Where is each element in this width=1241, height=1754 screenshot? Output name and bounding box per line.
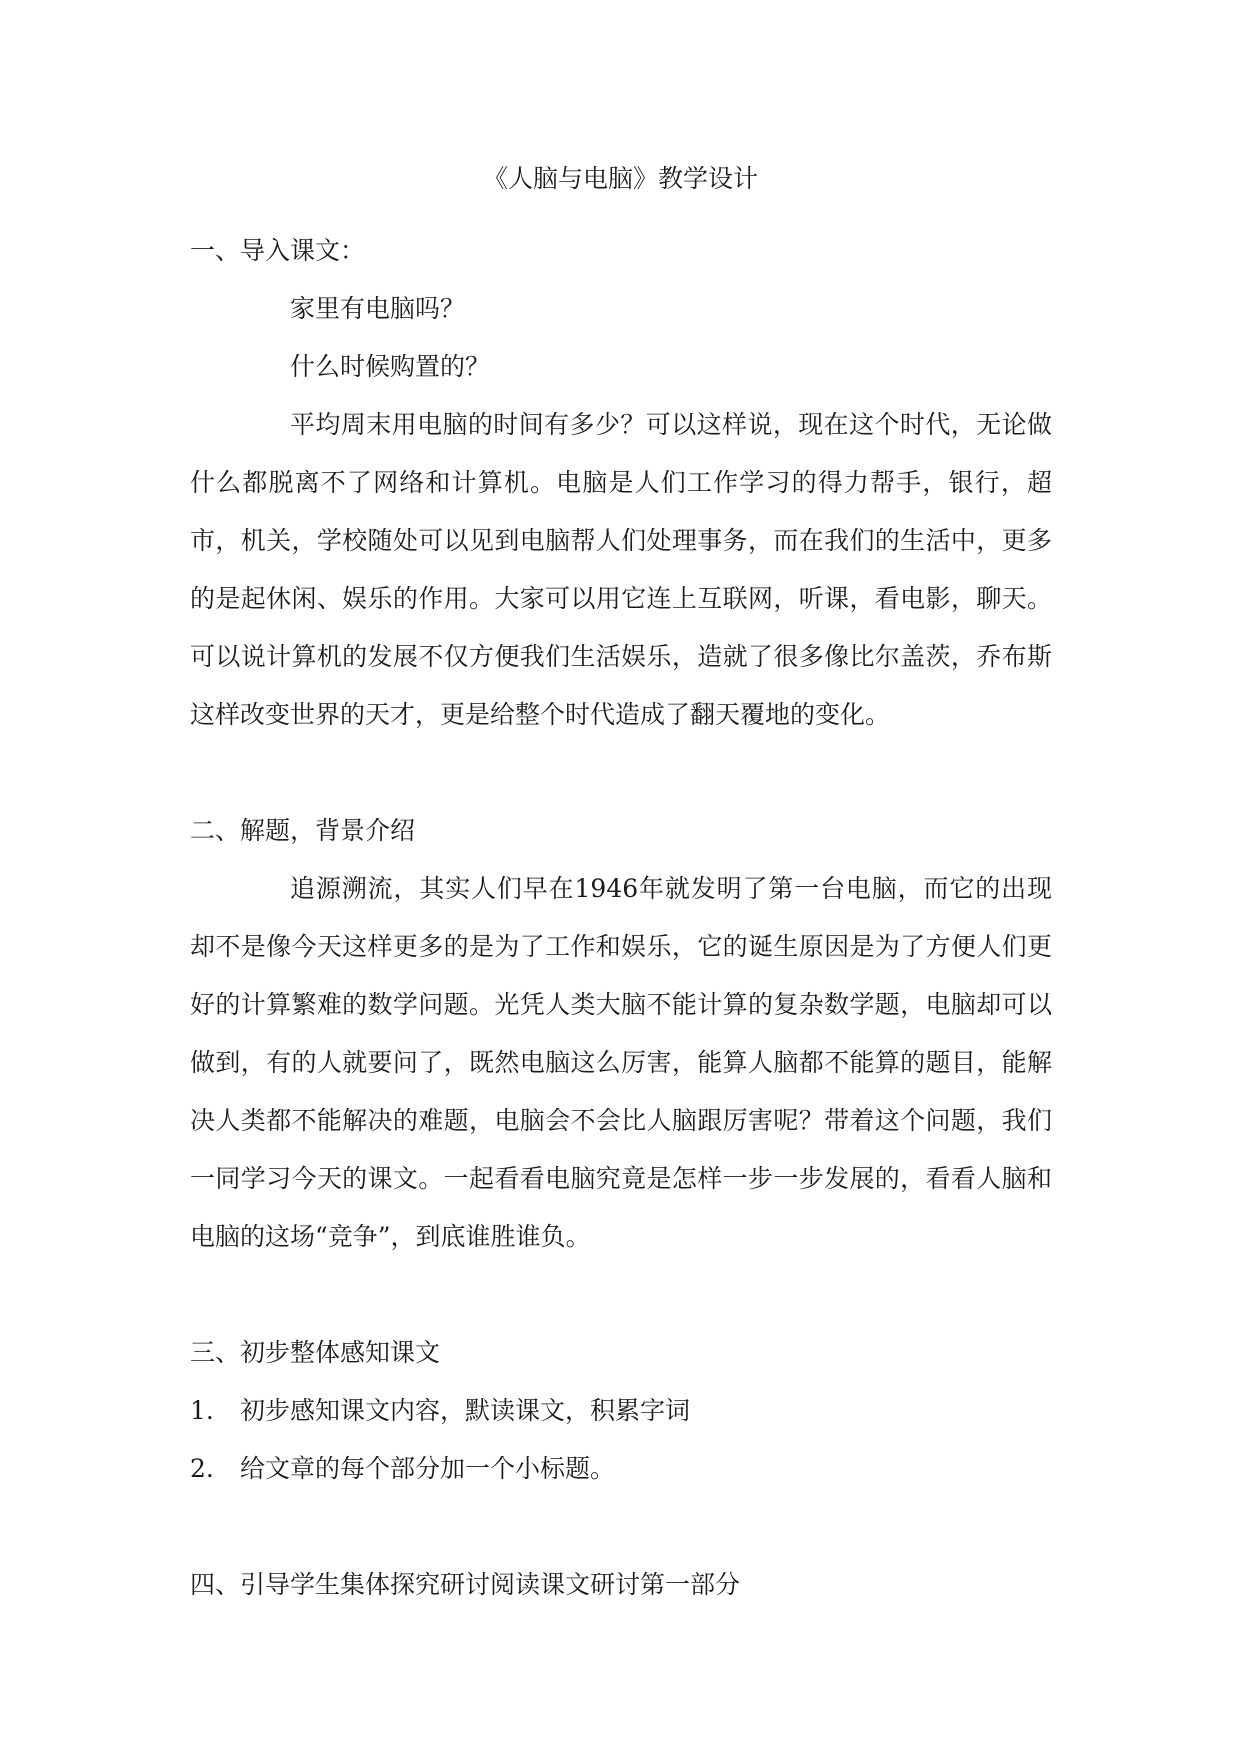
section-heading: 四、引导学生集体探究研讨阅读课文研讨第一部分 (190, 1570, 741, 1599)
section-overview (190, 1324, 1052, 1498)
section-discussion (190, 1556, 1052, 1614)
list-number: 1. (190, 1396, 214, 1425)
document-body (190, 222, 1052, 1614)
list-item (190, 1382, 1052, 1440)
list-number: 2. (190, 1454, 214, 1483)
section-heading: 二、解题，背景介绍 (190, 816, 416, 845)
paragraph: 追源溯流，其实人们早在1946年就发明了第一台电脑，而它的出现却不是像今天这样更多的是为了工作和娱乐，它的诞生原因是为了方便人们更好的计算繁难的数学问题。光凭人类大脑不能计算的复杂数学题，电脑却可以做到，有的人就要问了，既然电脑这么厉害，能算人脑都不能算的题目，能解决人类都不能解决的难题，电脑会不会比人脑跟厉害呢？带着这个问题，我们一同学习今天的课文。一起看看电脑究竟是怎样一步一步发展的，看看人脑和电脑的这场“竞争”，到底谁胜谁负。 (190, 874, 1052, 1251)
list-item (190, 1440, 1052, 1498)
list-text: 初步感知课文内容，默读课文，积累字词 (240, 1396, 691, 1425)
spacer (190, 744, 1052, 802)
question-line: 什么时候购置的？ (290, 352, 491, 381)
list-text: 给文章的每个部分加一个小标题。 (240, 1454, 616, 1483)
section-heading: 三、初步整体感知课文 (190, 1338, 441, 1367)
section-intro (190, 222, 1052, 744)
paragraph: 平均周末用电脑的时间有多少？可以这样说，现在这个时代，无论做什么都脱离不了网络和计算机。电脑是人们工作学习的得力帮手，银行，超市，机关，学校随处可以见到电脑帮人们处理事务，而在我们的生活中，更多的是起休闲、娱乐的作用。大家可以用它连上互联网，听课，看电影，聊天。可以说计算机的发展不仅方便我们生活娱乐，造就了很多像比尔盖茨，乔布斯这样改变世界的天才，更是给整个时代造成了翻天覆地的变化。 (190, 410, 1052, 729)
question-line: 家里有电脑吗？ (290, 294, 466, 323)
spacer (190, 1266, 1052, 1324)
document-title: 《人脑与电脑》教学设计 (482, 164, 758, 193)
section-heading: 一、导入课文： (190, 236, 366, 265)
spacer (190, 1498, 1052, 1556)
section-background (190, 802, 1052, 1266)
